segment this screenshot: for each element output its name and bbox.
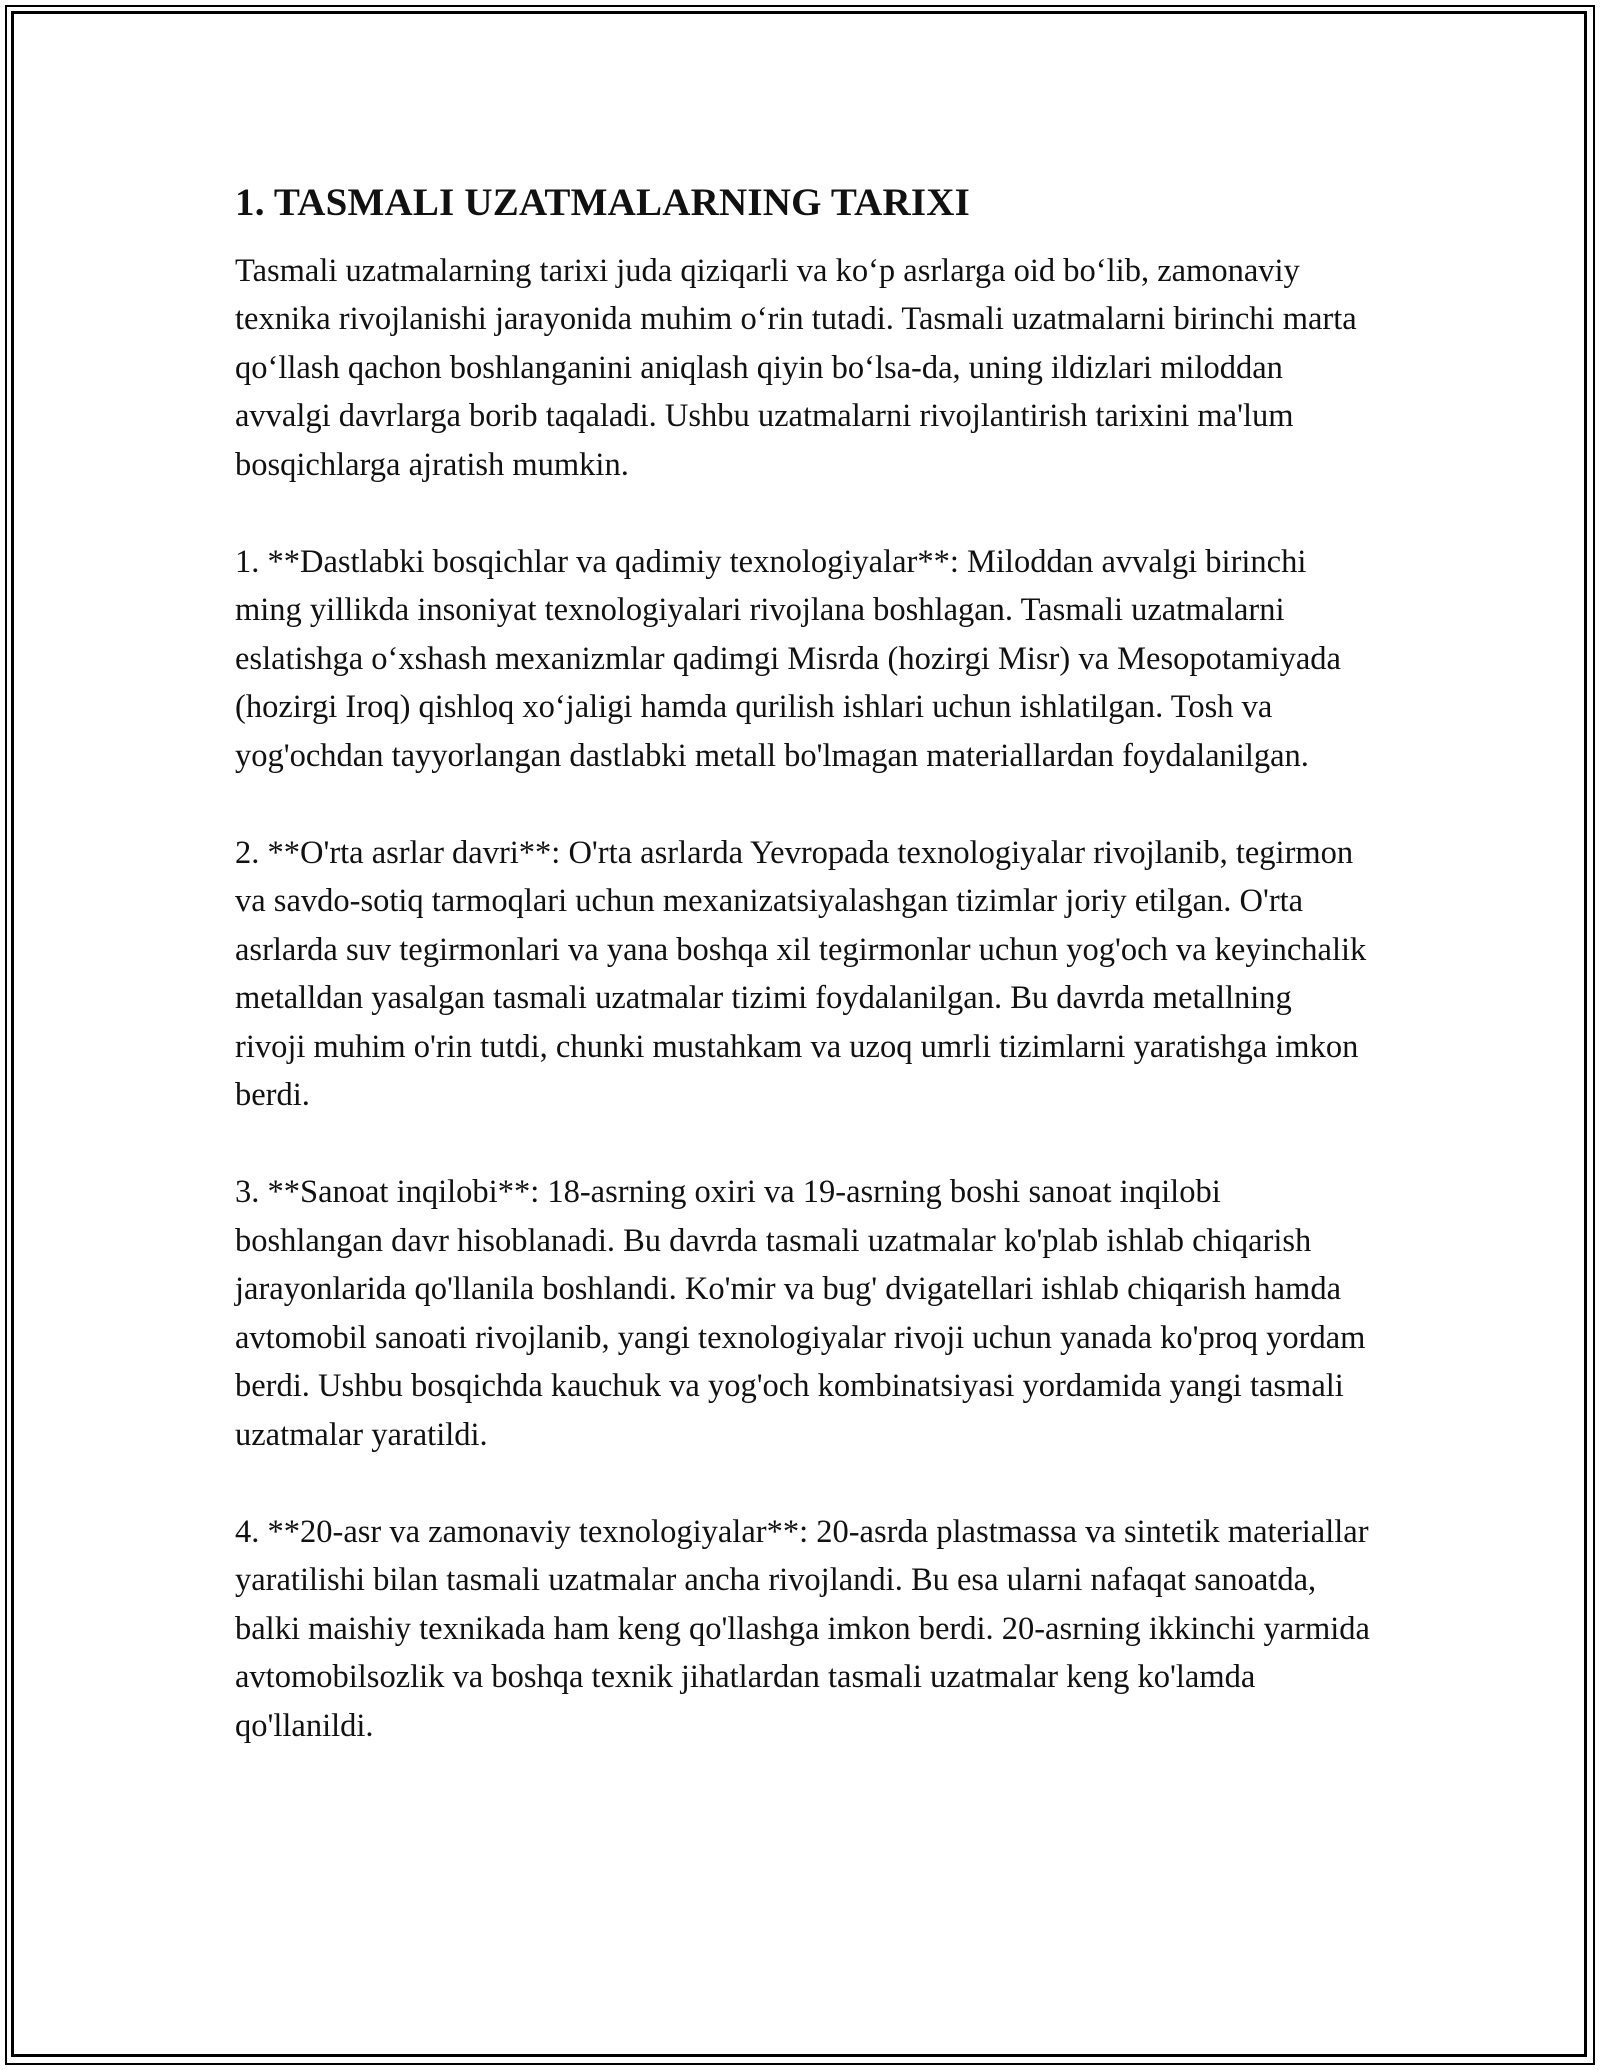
intro-paragraph: Tasmali uzatmalarning tarixi juda qiziqarli va ko‘p asrlarga oid bo‘lib, zamonaviy texnika rivojlanishi jarayonida muhim o‘rin tutadi. Tasmali uzatmalarni birinchi marta qo‘llash qachon boshlanganini aniqlash qiyin bo‘lsa-da, uning ildizlari miloddan avvalgi davrlarga borib taqaladi. Ushbu uzatmalarni rivojlantirish tarixini ma'lum bosqichlarga ajratish mumkin.: [235, 252, 1357, 483]
section-title: 1. TASMALI UZATMALARNING TARIXI: [235, 181, 971, 224]
paragraph-early-stages: 1. **Dastlabki bosqichlar va qadimiy texnologiyalar**: Miloddan avvalgi birinchi ming yillikda insoniyat texnologiyalari rivojlana boshlagan. Tasmali uzatmalarni eslatishga o‘xshash mexanizmlar qadimgi Misrda (hozirgi Misr) va Mesopotamiyada (hozirgi Iroq) qishloq xo‘jaligi hamda qurilish ishlari uchun ishlatilgan. Tosh va yog'ochdan tayyorlangan dastlabki metall bo'lmagan materiallardan foydalanilgan.: [235, 543, 1341, 774]
paragraph-middle-ages: 2. **O'rta asrlar davri**: O'rta asrlarda Yevropada texnologiyalar rivojlanib, tegirmon va savdo-sotiq tarmoqlari uchun mexanizatsiyalashgan tizimlar joriy etilgan. O'rta asrlarda suv tegirmonlari va yana boshqa xil tegirmonlar uchun yog'och va keyinchalik metalldan yasalgan tasmali uzatmalar tizimi foydalanilgan. Bu davrda metallning rivoji muhim o'rin tutdi, chunki mustahkam va uzoq umrli tizimlarni yaratishga imkon berdi.: [235, 834, 1367, 1114]
paragraph-20th-century: 4. **20-asr va zamonaviy texnologiyalar**: 20-asrda plastmassa va sintetik materiallar yaratilishi bilan tasmali uzatmalar ancha rivojlandi. Bu esa ularni nafaqat sanoatda, balki maishiy texnikada ham keng qo'llashga imkon berdi. 20-asrning ikkinchi yarmida avtomobilsozlik va boshqa texnik jihatlardan tasmali uzatmalar keng ko'lamda qo'llanildi.: [235, 1513, 1370, 1744]
document-body: [235, 180, 1370, 1750]
paragraph-industrial-revolution: 3. **Sanoat inqilobi**: 18-asrning oxiri va 19-asrning boshi sanoat inqilobi boshlangan davr hisoblanadi. Bu davrda tasmali uzatmalar ko'plab ishlab chiqarish jarayonlarida qo'llanila boshlandi. Ko'mir va bug' dvigatellari ishlab chiqarish hamda avtomobil sanoati rivojlanib, yangi texnologiyalar rivoji uchun yanada ko'proq yordam berdi. Ushbu bosqichda kauchuk va yog'och kombinatsiyasi yordamida yangi tasmali uzatmalar yaratildi.: [235, 1174, 1366, 1453]
